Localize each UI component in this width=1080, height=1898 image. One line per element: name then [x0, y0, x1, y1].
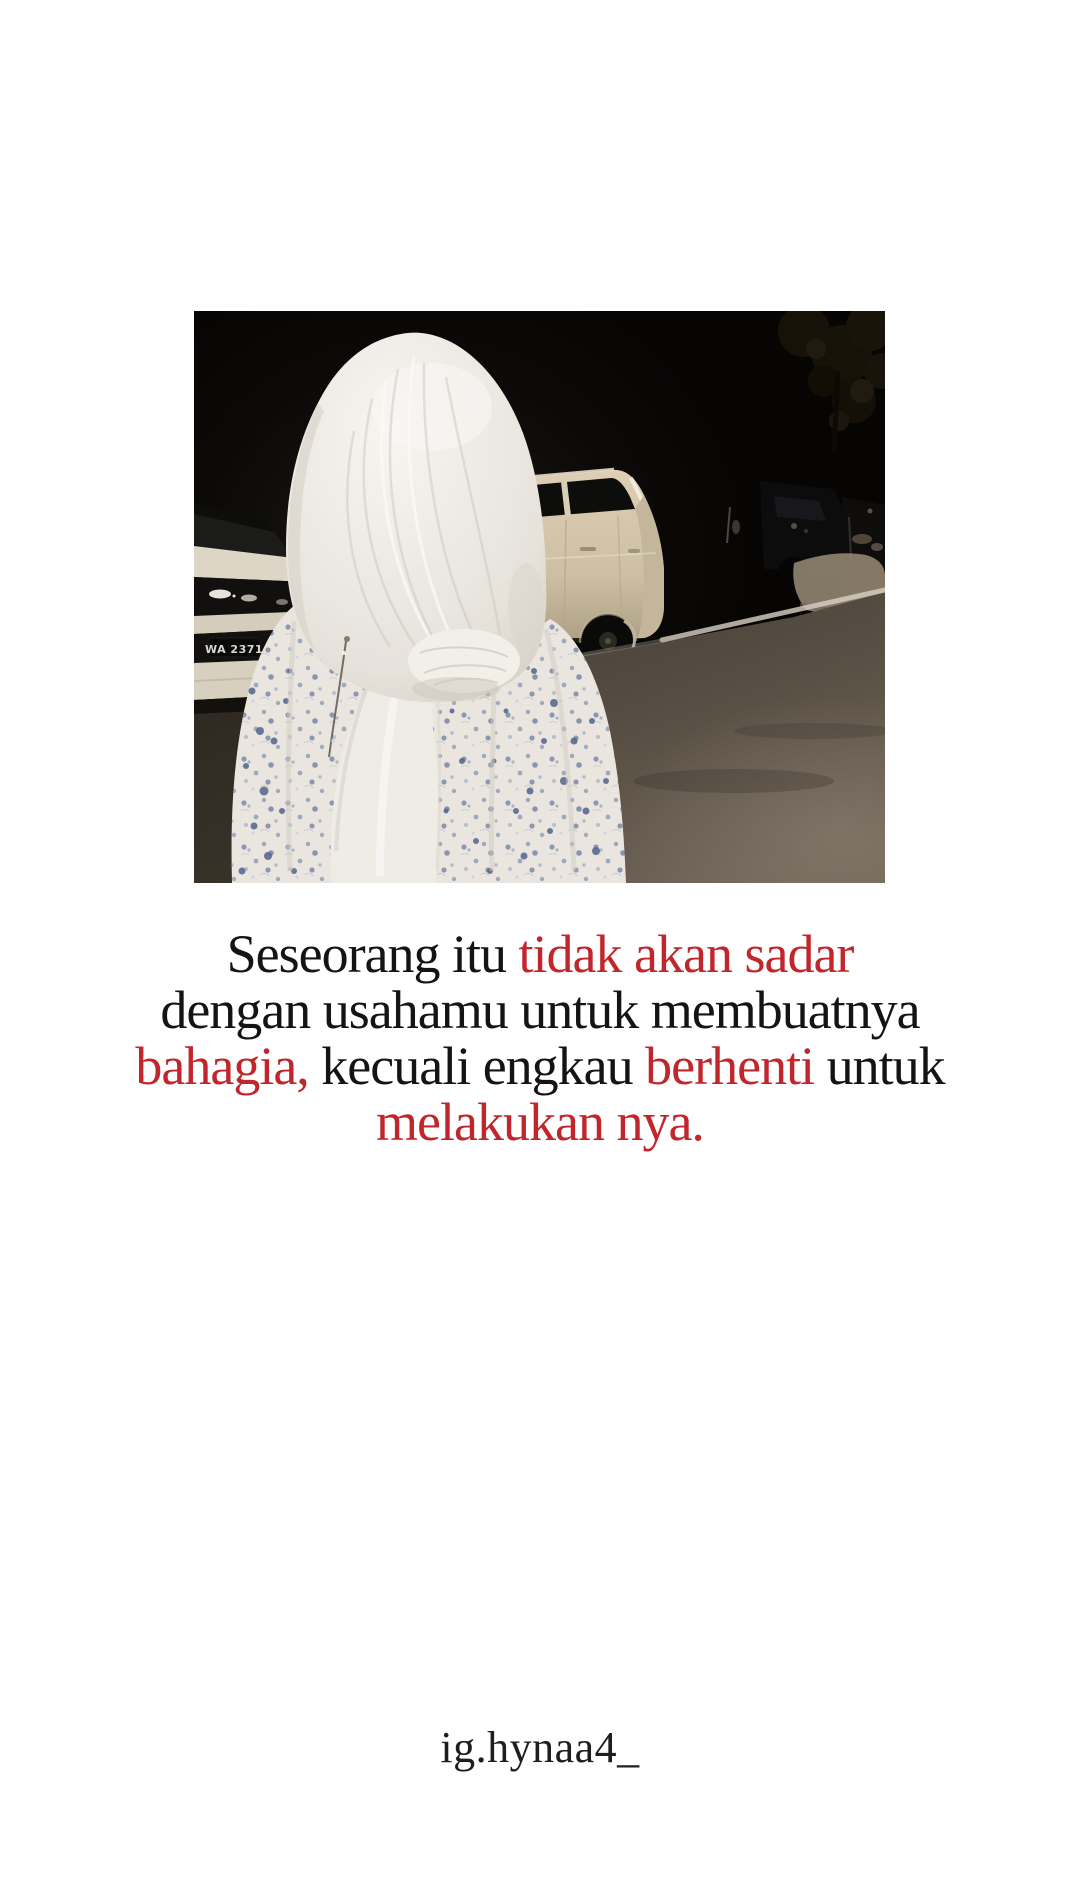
quote-run: dengan usahamu untuk membuatnya	[160, 980, 920, 1040]
quote-run-highlight: bahagia,	[135, 1036, 309, 1096]
door-handle	[580, 547, 596, 551]
quote-run: Seseorang itu	[226, 924, 519, 984]
quote-text	[30, 926, 1050, 1150]
headlight-glint	[209, 590, 231, 599]
quote-line-2	[30, 982, 1050, 1038]
quote-photo	[194, 311, 885, 883]
quote-line-4	[30, 1094, 1050, 1150]
quote-run-highlight: tidak akan sadar	[518, 924, 854, 984]
watermark-handle: ig.hynaa4_	[440, 1723, 640, 1772]
quote-run-highlight: melakukan nya.	[376, 1092, 704, 1152]
quote-line-3	[30, 1038, 1050, 1094]
quote-line-1	[30, 926, 1050, 982]
quote-run-highlight: berhenti	[645, 1036, 815, 1096]
quote-run: untuk	[814, 1036, 945, 1096]
license-plate-text: WA 2371	[204, 643, 264, 656]
photo-illustration	[194, 311, 885, 883]
quote-run: kecuali engkau	[308, 1036, 646, 1096]
